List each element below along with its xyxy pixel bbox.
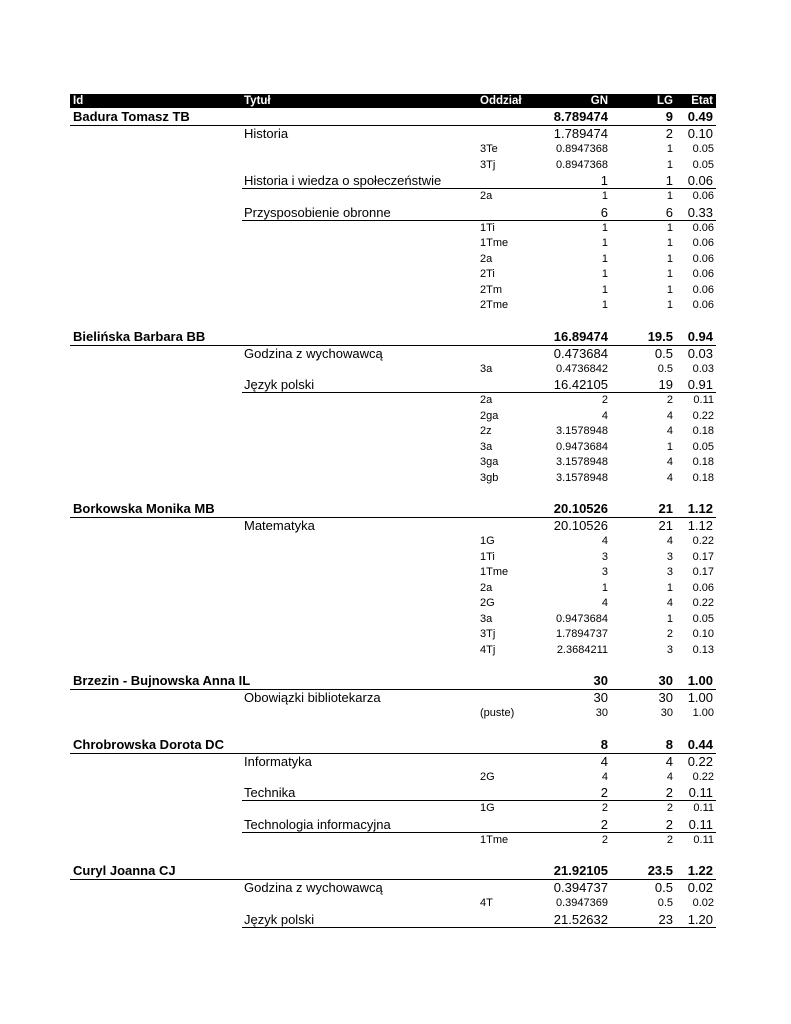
class-unit: 2a [480,190,493,202]
class-lg: 0.5 [657,897,673,909]
class-gn: 1 [601,252,608,265]
subject-lg: 1 [665,173,673,188]
class-gn: 4 [601,770,608,783]
teacher-name: Badura Tomasz TB [73,109,190,124]
header-unit: Oddział [480,95,522,107]
class-row [70,393,716,409]
subject-etat: 0.33 [687,204,713,220]
subject-lg: 21 [658,518,673,533]
class-etat: 0.18 [692,471,714,484]
class-unit: 3Tj [480,628,496,640]
class-unit: 2z [480,425,492,437]
subject-lg: 6 [665,204,673,220]
class-gn: 2 [601,802,608,814]
class-row [70,596,716,612]
teacher-lg: 23.5 [647,863,673,878]
class-lg: 1 [666,221,673,234]
subject-row [70,785,716,801]
class-lg: 1 [666,268,673,280]
section-gap [70,658,716,672]
class-unit: 2Ti [480,268,495,280]
class-row [70,189,716,205]
class-lg: 2 [666,628,673,640]
subject-row [70,377,716,393]
subject-title: Język polski [244,377,315,392]
class-row [70,833,716,849]
class-row [70,581,716,597]
subject-title: Godzina z wychowawcą [244,880,383,895]
class-etat: 0.05 [692,612,714,625]
subject-title: Informatyka [244,753,312,769]
class-row [70,770,716,786]
subject-etat: 0.10 [687,126,713,141]
class-gn: 1.7894737 [556,628,608,640]
class-unit: 2ga [480,409,499,422]
class-gn: 2 [601,833,608,846]
subject-row [70,880,716,896]
subject-row [70,173,716,189]
subject-title: Technologia informacyjna [244,816,391,832]
class-etat: 0.22 [692,409,714,422]
class-unit: 3Tj [480,158,496,171]
class-etat: 0.06 [692,252,714,265]
class-gn: 0.4736842 [556,362,608,375]
class-lg: 4 [666,409,673,422]
class-row [70,550,716,566]
class-gn: 0.8947368 [556,143,608,155]
class-row [70,471,716,487]
class-row [70,409,716,425]
subject-title: Przysposobienie obronne [244,204,391,220]
subject-title: Obowiązki bibliotekarza [244,690,381,705]
teacher-gn: 8.789474 [553,109,608,124]
class-unit: 3ga [480,456,499,468]
class-etat: 0.11 [693,833,714,846]
class-etat: 0.10 [692,628,714,640]
subject-row [70,817,716,833]
class-lg: 1 [666,252,673,265]
class-etat: 0.06 [692,237,714,249]
subject-etat: 0.22 [687,753,713,769]
subject-gn: 1 [600,173,608,188]
class-etat: 0.11 [693,394,714,406]
header-lg: LG [657,95,673,107]
class-gn: 3 [601,550,608,563]
teacher-name: Bielińska Barbara BB [73,328,206,344]
class-lg: 2 [666,802,673,814]
class-row [70,221,716,237]
class-row [70,424,716,440]
class-row [70,896,716,912]
class-lg: 30 [660,707,673,719]
class-gn: 1 [601,221,608,234]
class-unit: 1Ti [480,550,495,563]
class-unit: 2a [480,394,493,406]
class-lg: 1 [666,190,673,202]
class-row [70,236,716,252]
subject-row [70,690,716,706]
class-unit: 3a [480,612,493,625]
teacher-etat: 1.12 [687,501,713,516]
class-gn: 3.1578948 [556,456,608,468]
class-row [70,801,716,817]
class-unit: 4T [480,897,493,909]
teacher-etat: 0.94 [687,328,713,344]
class-lg: 4 [666,535,673,547]
class-unit: 1Tme [480,566,509,578]
teacher-row [70,108,716,126]
class-lg: 0.5 [657,362,673,375]
teacher-gn: 21.92105 [553,863,608,878]
class-lg: 1 [666,237,673,249]
class-row [70,706,716,722]
class-row [70,283,716,299]
class-gn: 0.9473684 [556,612,608,625]
class-unit: 2Tm [480,283,502,296]
subject-lg: 2 [665,785,673,800]
subject-lg: 4 [665,753,673,769]
class-etat: 0.03 [692,362,714,375]
subject-row [70,346,716,362]
header-etat: Etat [691,95,713,107]
subject-title: Matematyka [244,518,315,533]
class-gn: 3 [601,566,608,578]
class-gn: 2 [601,394,608,406]
class-gn: 2.3684211 [556,643,608,656]
subject-row [70,126,716,142]
subject-gn: 30 [593,690,608,705]
class-etat: 0.18 [692,456,714,468]
class-gn: 4 [601,409,608,422]
class-lg: 4 [666,471,673,484]
teacher-lg: 19.5 [647,328,673,344]
class-etat: 0.22 [692,770,714,783]
subject-gn: 6 [600,204,608,220]
subject-etat: 0.11 [688,816,713,832]
class-row [70,643,716,659]
class-unit: 1G [480,802,495,814]
class-etat: 0.06 [692,581,714,594]
class-gn: 1 [601,190,608,202]
teacher-gn: 8 [600,736,608,752]
class-unit: 3a [480,440,493,453]
class-etat: 0.18 [692,425,714,437]
class-unit: 2Tme [480,299,509,311]
subject-etat: 0.06 [687,173,713,188]
class-etat: 0.11 [693,802,714,814]
class-gn: 0.3947369 [556,897,608,909]
class-lg: 3 [666,566,673,578]
class-lg: 2 [666,833,673,846]
subject-gn: 20.10526 [553,518,608,533]
section-gap [70,848,716,862]
class-unit: 3a [480,362,493,375]
teacher-etat: 1.22 [687,863,713,878]
class-lg: 4 [666,456,673,468]
class-lg: 2 [666,394,673,406]
subject-row [70,912,716,928]
class-etat: 0.06 [692,299,714,311]
class-unit: 1Ti [480,221,495,234]
class-lg: 3 [666,550,673,563]
class-row [70,267,716,283]
subject-title: Godzina z wychowawcą [244,345,383,361]
teacher-lg: 9 [665,109,673,124]
class-etat: 0.06 [692,190,714,202]
class-etat: 0.17 [692,550,714,563]
class-gn: 3.1578948 [556,425,608,437]
teacher-lg: 21 [658,501,673,516]
subject-title: Język polski [244,911,315,927]
subject-etat: 1.12 [687,518,713,533]
class-lg: 1 [666,143,673,155]
class-lg: 1 [666,158,673,171]
teacher-row [70,500,716,518]
subject-title: Technika [244,785,296,800]
class-lg: 1 [666,612,673,625]
section-gap [70,314,716,328]
class-unit: 2G [480,597,495,609]
class-unit: 1G [480,535,495,547]
class-lg: 4 [666,425,673,437]
subject-etat: 1.00 [687,690,713,705]
class-gn: 3.1578948 [556,471,608,484]
teacher-etat: 0.49 [687,109,713,124]
class-row [70,440,716,456]
class-unit: 1Tme [480,237,509,249]
section-gap [70,486,716,500]
class-etat: 1.00 [692,707,714,719]
class-etat: 0.06 [692,268,714,280]
class-unit: 3Te [480,143,498,155]
table-header [70,94,716,108]
subject-lg: 23 [658,911,673,927]
class-row [70,455,716,471]
class-lg: 1 [666,283,673,296]
subject-lg: 2 [665,816,673,832]
header-title: Tytuł [244,95,271,107]
class-unit: 4Tj [480,643,496,656]
class-lg: 3 [666,643,673,656]
class-etat: 0.13 [692,643,714,656]
section-gap [70,722,716,736]
subject-gn: 1.789474 [553,126,608,141]
class-gn: 0.8947368 [556,158,608,171]
class-lg: 1 [666,440,673,453]
class-gn: 1 [601,237,608,249]
class-row [70,142,716,158]
class-unit: 1Tme [480,833,509,846]
teacher-gn: 16.89474 [553,328,608,344]
class-lg: 4 [666,597,673,609]
workload-report [70,94,716,928]
teacher-row [70,736,716,754]
class-etat: 0.22 [692,535,714,547]
teacher-name: Chrobrowska Dorota DC [73,736,224,752]
teacher-row [70,672,716,690]
subject-etat: 0.03 [687,345,713,361]
class-gn: 0.9473684 [556,440,608,453]
subject-gn: 16.42105 [553,377,608,392]
class-row [70,362,716,378]
subject-etat: 1.20 [687,911,713,927]
class-etat: 0.05 [692,158,714,171]
class-unit: 3gb [480,471,499,484]
teacher-name: Curyl Joanna CJ [73,863,176,878]
class-unit: (puste) [480,707,515,719]
teacher-etat: 0.44 [687,736,713,752]
class-gn: 1 [601,299,608,311]
subject-title: Historia [244,126,289,141]
subject-gn: 2 [600,816,608,832]
teacher-gn: 20.10526 [553,501,608,516]
subject-row [70,518,716,534]
subject-gn: 0.394737 [553,880,608,895]
subject-gn: 4 [600,753,608,769]
class-gn: 30 [595,707,608,719]
class-lg: 4 [666,770,673,783]
class-unit: 2a [480,252,493,265]
subject-gn: 21.52632 [553,911,608,927]
class-row [70,565,716,581]
class-row [70,612,716,628]
teacher-lg: 30 [658,673,673,688]
subject-lg: 19 [658,377,673,392]
class-lg: 1 [666,299,673,311]
class-row [70,298,716,314]
teacher-name: Borkowska Monika MB [73,501,215,516]
class-etat: 0.05 [692,143,714,155]
subject-etat: 0.11 [688,785,713,800]
subject-gn: 0.473684 [553,345,608,361]
subject-etat: 0.02 [687,880,713,895]
report-body [70,108,716,928]
class-gn: 1 [601,283,608,296]
class-etat: 0.06 [692,221,714,234]
teacher-name: Brzezin - Bujnowska Anna IL [73,673,251,688]
class-etat: 0.05 [692,440,714,453]
class-lg: 1 [666,581,673,594]
class-row [70,158,716,174]
teacher-row [70,328,716,346]
class-etat: 0.06 [692,283,714,296]
class-etat: 0.02 [692,897,714,909]
class-unit: 2a [480,581,493,594]
subject-lg: 2 [665,126,673,141]
class-etat: 0.17 [692,566,714,578]
subject-etat: 0.91 [687,377,713,392]
header-gn: GN [590,95,608,107]
class-row [70,252,716,268]
subject-gn: 2 [600,785,608,800]
class-gn: 4 [601,535,608,547]
class-unit: 2G [480,770,495,783]
class-row [70,627,716,643]
subject-lg: 0.5 [654,880,673,895]
teacher-gn: 30 [593,673,608,688]
class-etat: 0.22 [692,597,714,609]
teacher-lg: 8 [665,736,673,752]
class-gn: 4 [601,597,608,609]
subject-title: Historia i wiedza o społeczeństwie [244,173,442,188]
subject-lg: 30 [658,690,673,705]
teacher-etat: 1.00 [687,673,713,688]
header-id: Id [73,95,84,107]
subject-row [70,205,716,221]
subject-lg: 0.5 [654,345,673,361]
teacher-row [70,862,716,880]
class-gn: 1 [601,581,608,594]
class-gn: 1 [601,268,608,280]
class-row [70,534,716,550]
subject-row [70,754,716,770]
